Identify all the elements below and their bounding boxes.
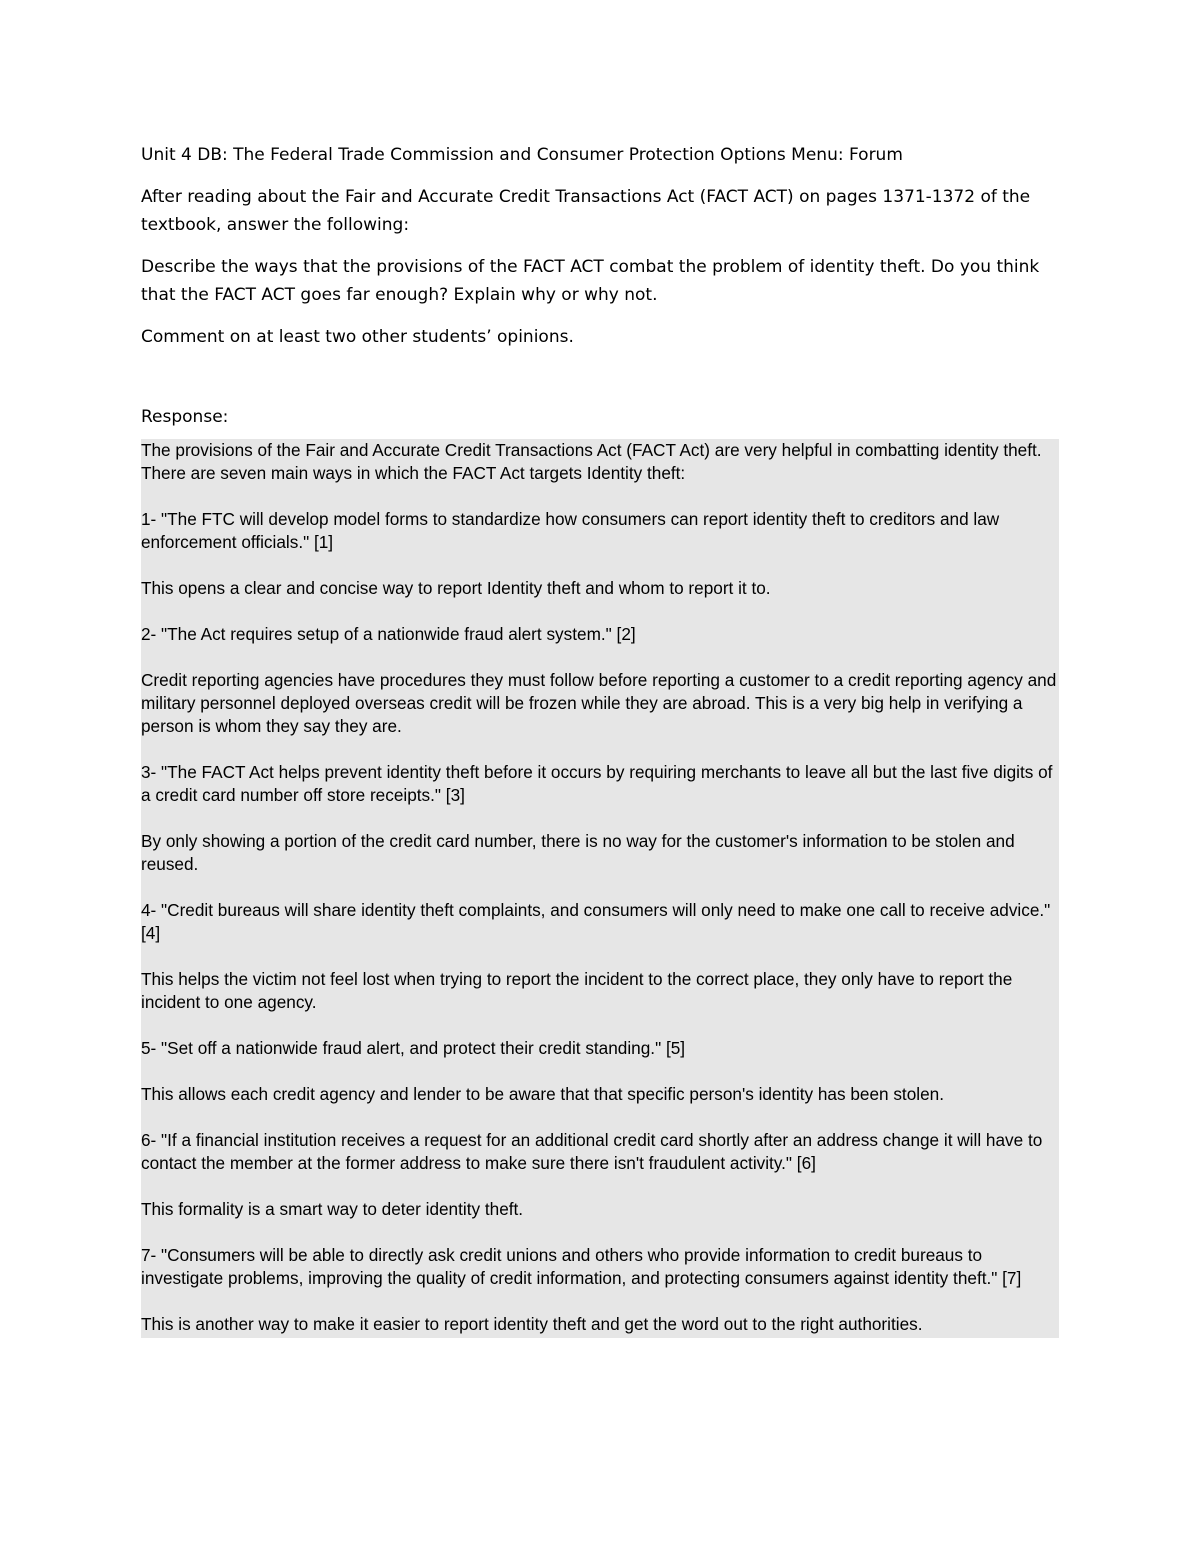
response-paragraph: Credit reporting agencies have procedures they must follow before reporting a customer to a credit reporting agency and military personnel deployed overseas credit will be frozen while they are abroad. This is a very big help in verifying a person is whom they say they are. bbox=[141, 670, 1057, 736]
prompt-instruction: Comment on at least two other students’ opinions. bbox=[141, 327, 574, 347]
response-paragraph: The provisions of the Fair and Accurate Credit Transactions Act (FACT Act) are very helpful in combatting identity theft. There are seven main ways in which the FACT Act targets Identity theft: bbox=[141, 440, 1042, 483]
response-body bbox=[141, 439, 1059, 1338]
response-label: Response: bbox=[141, 407, 229, 427]
response-paragraph: This formality is a smart way to deter identity theft. bbox=[141, 1199, 524, 1219]
response-paragraph: 1- "The FTC will develop model forms to standardize how consumers can report identity theft to creditors and law enforcement officials." [1] bbox=[141, 509, 1000, 552]
response-paragraph: 3- "The FACT Act helps prevent identity theft before it occurs by requiring merchants to leave all but the last five digits of a credit card number off store receipts." [3] bbox=[141, 762, 1053, 805]
response-paragraph: This allows each credit agency and lender to be aware that that specific person's identity has been stolen. bbox=[141, 1084, 944, 1104]
response-paragraph: By only showing a portion of the credit card number, there is no way for the customer's information to be stolen and reused. bbox=[141, 831, 1015, 874]
response-paragraph: 4- "Credit bureaus will share identity theft complaints, and consumers will only need to make one call to receive advice." [4] bbox=[141, 900, 1051, 943]
response-paragraph: 7- "Consumers will be able to directly ask credit unions and others who provide information to credit bureaus to investigate problems, improving the quality of credit information, and protecting consumers against identity theft." [7] bbox=[141, 1245, 1022, 1288]
prompt-question: Describe the ways that the provisions of the FACT ACT combat the problem of identity theft. Do you think that the FACT ACT goes far enough? Explain why or why not. bbox=[141, 257, 1040, 305]
response-paragraph: This opens a clear and concise way to report Identity theft and whom to report it to. bbox=[141, 578, 771, 598]
document-page bbox=[141, 141, 1059, 1338]
response-paragraph: 6- "If a financial institution receives a request for an additional credit card shortly after an address change it will have to contact the member at the former address to make sure there isn't fraudulent activity." [6] bbox=[141, 1130, 1043, 1173]
response-paragraph: 2- "The Act requires setup of a nationwide fraud alert system." [2] bbox=[141, 624, 636, 644]
response-paragraph: This is another way to make it easier to report identity theft and get the word out to the right authorities. bbox=[141, 1314, 923, 1334]
response-paragraph: 5- "Set off a nationwide fraud alert, and protect their credit standing." [5] bbox=[141, 1038, 686, 1058]
response-paragraph: This helps the victim not feel lost when trying to report the incident to the correct place, they only have to report the incident to one agency. bbox=[141, 969, 1013, 1012]
document-title: Unit 4 DB: The Federal Trade Commission and Consumer Protection Options Menu: Forum bbox=[141, 145, 903, 165]
prompt-intro: After reading about the Fair and Accurate Credit Transactions Act (FACT ACT) on pages 1371-1372 of the textbook, answer the following: bbox=[141, 187, 1031, 235]
